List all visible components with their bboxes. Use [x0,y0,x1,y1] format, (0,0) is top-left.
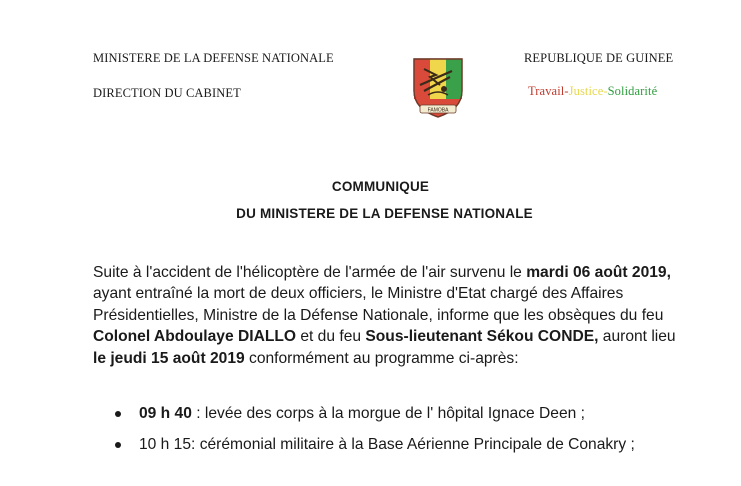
program-list [113,403,693,465]
list-item [113,403,693,424]
program-text: cérémonial militaire à la Base Aérienne Principale de Conakry ; [195,436,635,453]
motto-justice: Justice- [568,84,608,98]
communique-title: COMMUNIQUE [331,179,430,194]
motto-solidarite: Solidarité [607,84,658,98]
national-motto [528,84,657,99]
ministry-header: MINISTERE DE LA DEFENSE NATIONALE [93,51,334,65]
program-text: : levée des corps à la morgue de l' hôpital Ignace Deen ; [191,405,585,422]
direction-header: DIRECTION DU CABINET [93,86,241,100]
body-text-4: auront lieu [598,328,676,346]
communique-subtitle: DU MINISTERE DE LA DEFENSE NATIONALE [236,206,533,221]
body-text-3: et du feu [296,328,366,346]
accident-date: mardi 06 août 2019, [526,264,671,281]
body-text-5: conformément au programme ci-après: [244,349,519,367]
officer-1-name: Colonel Abdoulaye DIALLO [93,328,297,346]
national-emblem-icon [406,55,470,121]
program-time: 09 h 40 [139,405,192,422]
program-time: 10 h 15: [139,436,196,453]
officer-2-name: Sous-lieutenant Sékou CONDE, [365,328,599,346]
funeral-date: le jeudi 15 août 2019 [93,349,245,367]
communique-body [93,262,683,369]
body-text-1: Suite à l'accident de l'hélicoptère de l'armée de l'air survenu le [93,264,527,281]
emblem-banner-text: FAMOBA [427,107,449,114]
motto-travail: Travail- [528,84,569,98]
body-text-2: ayant entraîné la mort de deux officiers, le Ministre d'Etat chargé des Affaires Présidentielles, Ministre de la Défense Nationale, informe que les obsèques du feu [93,285,664,324]
list-item [113,434,693,455]
republic-header: REPUBLIQUE DE GUINEE [524,51,674,65]
